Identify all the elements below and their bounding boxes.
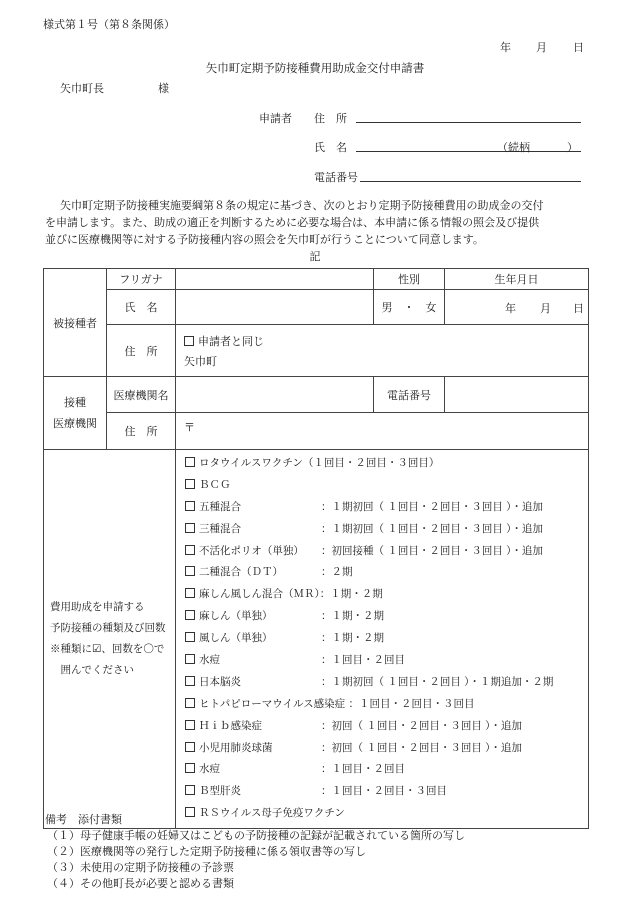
- addressee: 矢巾町長: [60, 82, 104, 95]
- vaccine-name: 二種混合（ＤＴ）: [199, 566, 283, 579]
- vaccine-name: 風しん（単独）: [199, 632, 273, 645]
- vaccine-row: [176, 738, 588, 760]
- addressee-honorific: 様: [158, 82, 169, 95]
- institution-phone-label: 電話番号: [374, 377, 445, 413]
- vaccine-name: 小児用肺炎球菌: [199, 741, 273, 754]
- gender-header: 性別: [374, 269, 445, 290]
- institution-label-line-2: 医療機関: [53, 417, 97, 430]
- date-day-label: 日: [573, 41, 584, 54]
- ki-label: 記: [309, 250, 321, 263]
- institution-label: [44, 377, 107, 450]
- same-as-applicant-label: 申請者と同じ: [198, 335, 264, 348]
- recipient-name-label: 氏 名: [107, 290, 176, 325]
- vaccine-label-line: 予防接種の種類及び回数: [50, 622, 166, 635]
- vaccine-row: [176, 562, 588, 584]
- dob-day: 日: [573, 302, 584, 315]
- application-table: [43, 268, 589, 829]
- body-text-line-1: 矢巾町定期予防接種実施要綱第８条の規定に基づき、次のとおり定期予防接種費用の助成金の交付: [60, 199, 544, 212]
- vaccine-checkbox[interactable]: [185, 698, 195, 708]
- institution-label-line-1: 接種: [64, 396, 86, 409]
- vaccine-label-line: ※種類に☑、回数を〇で: [50, 643, 165, 656]
- vaccine-row: [176, 519, 588, 541]
- applicant-address-label: 住 所: [314, 112, 347, 125]
- vaccine-checkbox[interactable]: [185, 676, 195, 686]
- vaccine-row: [176, 475, 588, 497]
- recipient-address-field[interactable]: [176, 325, 589, 377]
- gender-options[interactable]: 男 ・ 女: [374, 290, 445, 325]
- body-text-line-3: 並びに医療機関等に対する予防接種内容の照会を矢巾町が行うことについて同意します。: [45, 233, 484, 246]
- vaccine-name: 麻しん風しん混合（ＭＲ）：１期・２期: [199, 588, 383, 601]
- vaccine-dose-options[interactable]: ：２期: [321, 566, 353, 579]
- vaccine-checkbox[interactable]: [185, 545, 195, 555]
- vaccine-name: Ｂ型肝炎: [199, 785, 241, 798]
- notes-item: （１）母子健康手帳の妊婦又はこどもの予防接種の記録が記載されている箇所の写し: [47, 829, 465, 842]
- vaccine-name: ＲＳウイルス母子免疫ワクチン: [199, 807, 345, 820]
- vaccine-name: Ｈｉｂ感染症: [199, 719, 262, 732]
- vaccine-row: [176, 497, 588, 519]
- notes-item: （２）医療機関等の発行した定期予防接種に係る領収書等の写し: [47, 845, 366, 858]
- vaccine-dose-options[interactable]: ：１期・２期: [321, 632, 384, 645]
- vaccine-checkbox[interactable]: [185, 742, 195, 752]
- furigana-label: フリガナ: [107, 269, 176, 290]
- vaccine-row: [176, 694, 588, 716]
- vaccine-row: [176, 781, 588, 803]
- vaccine-name: ＢＣＧ: [199, 478, 231, 491]
- recipient-name-field[interactable]: [176, 290, 374, 325]
- vaccine-row: [176, 672, 588, 694]
- vaccine-label-line: 囲んでください: [50, 664, 134, 677]
- dob-month: 月: [540, 302, 551, 315]
- vaccine-label-line: 費用助成を申請する: [50, 601, 145, 614]
- same-as-applicant-checkbox[interactable]: [184, 336, 194, 346]
- vaccine-checkbox[interactable]: [185, 523, 195, 533]
- vaccine-name: ロタウイルスワクチン（１回目・２回目・３回目）: [199, 457, 440, 469]
- vaccine-dose-options[interactable]: ：初回接種（ １回目・２回目・３回目 ）・追加: [321, 544, 543, 557]
- applicant-phone-line[interactable]: [360, 181, 581, 182]
- institution-address-field[interactable]: [176, 413, 589, 450]
- vaccine-dose-options[interactable]: ：初回（ １回目・２回目・３回目 ）・追加: [321, 719, 522, 732]
- vaccine-row: [176, 606, 588, 628]
- dob-header: 生年月日: [445, 269, 589, 290]
- institution-name-label: 医療機関名: [107, 377, 176, 413]
- furigana-field[interactable]: [176, 269, 374, 290]
- vaccine-dose-options[interactable]: ：１回目・２回目: [321, 763, 405, 776]
- vaccine-dose-options[interactable]: ：１期初回（ １回目・２回目 ）・１期追加・２期: [321, 675, 554, 688]
- vaccine-dose-options[interactable]: ：１回目・２回目・３回目: [321, 785, 447, 798]
- postal-mark: 〒: [184, 421, 195, 434]
- vaccine-checkbox[interactable]: [185, 501, 195, 511]
- vaccine-dose-options[interactable]: ：１期・２期: [321, 610, 384, 623]
- recipient-label: 被接種者: [44, 269, 107, 377]
- vaccine-row: [176, 584, 588, 606]
- vaccine-checkbox[interactable]: [185, 763, 195, 773]
- vaccine-name: 五種混合: [199, 500, 241, 513]
- dob-field[interactable]: [445, 290, 589, 325]
- vaccine-name: 三種混合: [199, 522, 241, 535]
- date-year-label: 年: [500, 41, 511, 54]
- vaccine-checkbox[interactable]: [185, 720, 195, 730]
- vaccine-dose-options[interactable]: ：１期初回（ １回目・２回目・３回目 ）・追加: [321, 522, 543, 535]
- vaccine-dose-options[interactable]: ：初回（ １回目・２回目・３回目 ）・追加: [321, 741, 522, 754]
- institution-name-field[interactable]: [176, 377, 374, 413]
- notes-item: （３）未使用の定期予防接種の予診票: [47, 861, 234, 874]
- vaccine-row: [176, 716, 588, 738]
- vaccine-row: [176, 453, 588, 475]
- applicant-phone-label: 電話番号: [314, 171, 358, 184]
- institution-phone-field[interactable]: [445, 377, 589, 413]
- vaccine-list: [176, 450, 589, 829]
- vaccine-name: 水痘: [199, 763, 220, 776]
- institution-address-label: 住 所: [107, 413, 176, 450]
- vaccine-name: 麻しん（単独）: [199, 610, 273, 623]
- vaccine-checkbox[interactable]: [185, 610, 195, 620]
- vaccine-name: 日本脳炎: [199, 675, 241, 688]
- recipient-town: 矢巾町: [184, 355, 217, 368]
- notes-heading: 備考 添付書類: [45, 813, 122, 826]
- vaccine-checkbox[interactable]: [185, 785, 195, 795]
- document-title: 矢巾町定期予防接種費用助成金交付申請書: [205, 61, 425, 75]
- notes-section: [45, 811, 625, 901]
- vaccine-name: 不活化ポリオ（単独）: [199, 544, 304, 557]
- applicant-label: 申請者: [259, 112, 292, 125]
- dob-year: 年: [505, 302, 516, 315]
- vaccine-checkbox[interactable]: [185, 654, 195, 664]
- vaccine-name: ヒトパピローマウイルス感染症 ：１回目・２回目・３回目: [199, 697, 475, 710]
- vaccine-checkbox[interactable]: [185, 588, 195, 598]
- date-month-label: 月: [536, 41, 547, 54]
- applicant-name-line[interactable]: [356, 151, 581, 152]
- applicant-name-label: 氏 名: [314, 141, 347, 154]
- recipient-address-label: 住 所: [107, 325, 176, 377]
- vaccine-row: [176, 541, 588, 563]
- body-text-line-2: を申請します。また、助成の適正を判断するために必要な場合は、本申請に係る情報の照会及び提供: [45, 216, 540, 229]
- vaccine-checkbox[interactable]: [185, 479, 195, 489]
- vaccine-checkbox[interactable]: [185, 566, 195, 576]
- relation-close: ）: [567, 141, 578, 154]
- vaccine-section-label: [44, 450, 176, 829]
- vaccine-checkbox[interactable]: [185, 457, 195, 467]
- vaccine-checkbox[interactable]: [185, 632, 195, 642]
- vaccine-dose-options[interactable]: ：１期初回（ １回目・２回目・３回目 ）・追加: [321, 500, 543, 513]
- vaccine-row: [176, 628, 588, 650]
- vaccine-row: [176, 759, 588, 781]
- form-number: 様式第１号（第８条関係）: [43, 18, 175, 31]
- vaccine-dose-options[interactable]: ：１回目・２回目: [321, 654, 405, 667]
- notes-item: （４）その他町長が必要と認める書類: [47, 877, 234, 890]
- relation-label: （続柄: [497, 141, 530, 154]
- vaccine-name: 水痘: [199, 654, 220, 667]
- vaccine-row: [176, 650, 588, 672]
- applicant-address-line[interactable]: [356, 122, 581, 123]
